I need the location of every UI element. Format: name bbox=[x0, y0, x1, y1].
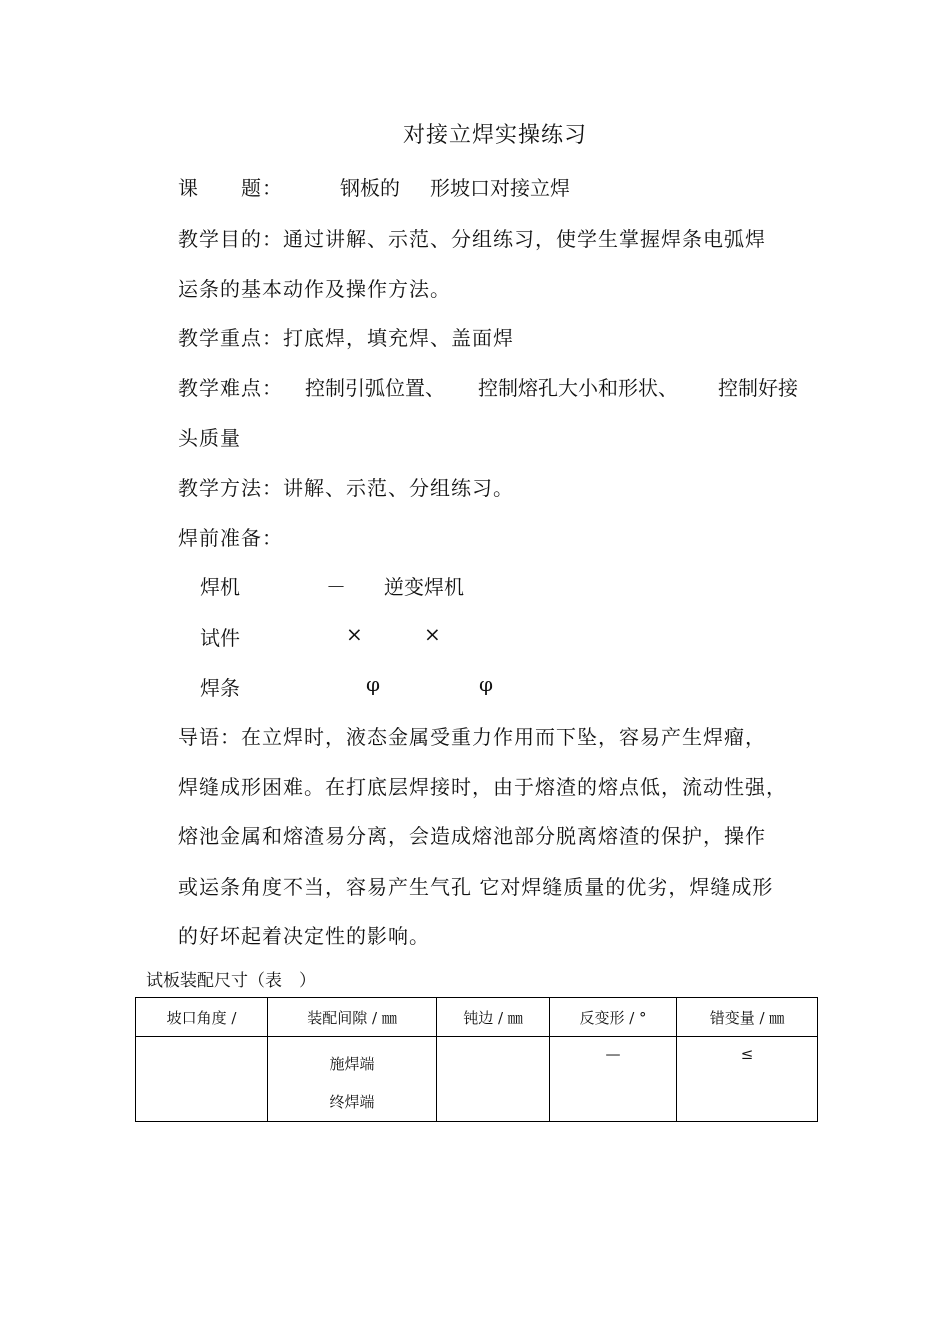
table-header-row bbox=[136, 998, 818, 1037]
rod-label: 焊条 bbox=[200, 676, 240, 700]
objective-line-2: 运条的基本动作及操作方法。 bbox=[178, 277, 451, 301]
cell-assembly-gap bbox=[268, 1037, 437, 1122]
reverse-value: — bbox=[605, 1045, 621, 1063]
difficulty-item-2: 控制熔孔大小和形状、 bbox=[478, 376, 678, 400]
key-points: 教学重点：打底焊，填充焊、盖面焊 bbox=[178, 326, 514, 350]
gap-start-label: 施焊端 bbox=[329, 1055, 375, 1073]
cell-reverse-deformation bbox=[550, 1037, 677, 1122]
machine-label: 焊机 bbox=[200, 575, 240, 599]
assembly-dimension-table bbox=[135, 997, 818, 1122]
objective-line-1: 教学目的：通过讲解、示范、分组练习，使学生掌握焊条电弧焊 bbox=[178, 227, 766, 251]
intro-line-4: 或运条角度不当，容易产生气孔 它对焊缝质量的优劣，焊缝成形 bbox=[178, 875, 774, 899]
intro-line-5: 的好坏起着决定性的影响。 bbox=[178, 924, 430, 948]
machine-value: 逆变焊机 bbox=[384, 575, 464, 599]
piece-label: 试件 bbox=[200, 626, 240, 650]
page-title: 对接立焊实操练习 bbox=[402, 123, 587, 148]
difficulty-item-1: 控制引弧位置、 bbox=[305, 376, 445, 400]
machine-dash: － bbox=[326, 575, 346, 599]
intro-line-3: 熔池金属和熔渣易分离，会造成熔池部分脱离熔渣的保护，操作 bbox=[178, 824, 766, 848]
header-groove-angle: 坡口角度 / bbox=[136, 998, 268, 1037]
header-assembly-gap: 装配间隙 / ㎜ bbox=[268, 998, 437, 1037]
table-caption: 试板装配尺寸（表 ） bbox=[146, 971, 316, 991]
cell-misalignment bbox=[677, 1037, 818, 1122]
piece-times-1: × bbox=[346, 622, 363, 646]
difficulty-line-2: 头质量 bbox=[178, 426, 241, 450]
piece-times-2: × bbox=[424, 622, 441, 646]
topic-part-a: 钢板的 bbox=[340, 176, 400, 200]
table-row bbox=[136, 1037, 818, 1122]
topic-part-b: 形坡口对接立焊 bbox=[430, 176, 570, 200]
header-misalignment: 错变量 / ㎜ bbox=[677, 998, 818, 1037]
intro-line-1: 导语：在立焊时，液态金属受重力作用而下坠，容易产生焊瘤， bbox=[178, 725, 766, 749]
gap-end-label: 终焊端 bbox=[329, 1093, 375, 1111]
rod-phi-1: φ bbox=[366, 672, 381, 696]
difficulty-item-3: 控制好接 bbox=[718, 376, 798, 400]
cell-blunt-edge bbox=[437, 1037, 550, 1122]
rod-phi-2: φ bbox=[479, 672, 494, 696]
header-blunt-edge: 钝边 / ㎜ bbox=[437, 998, 550, 1037]
teaching-method: 教学方法：讲解、示范、分组练习。 bbox=[178, 476, 514, 500]
header-reverse-deformation: 反变形 / ° bbox=[550, 998, 677, 1037]
prep-label: 焊前准备： bbox=[178, 526, 283, 550]
topic-label: 课 题： bbox=[178, 176, 283, 200]
difficulty-label: 教学难点： bbox=[178, 376, 283, 400]
misalign-value: ≤ bbox=[740, 1045, 754, 1063]
cell-groove-angle bbox=[136, 1037, 268, 1122]
intro-line-2: 焊缝成形困难。在打底层焊接时，由于熔渣的熔点低，流动性强， bbox=[178, 775, 787, 799]
